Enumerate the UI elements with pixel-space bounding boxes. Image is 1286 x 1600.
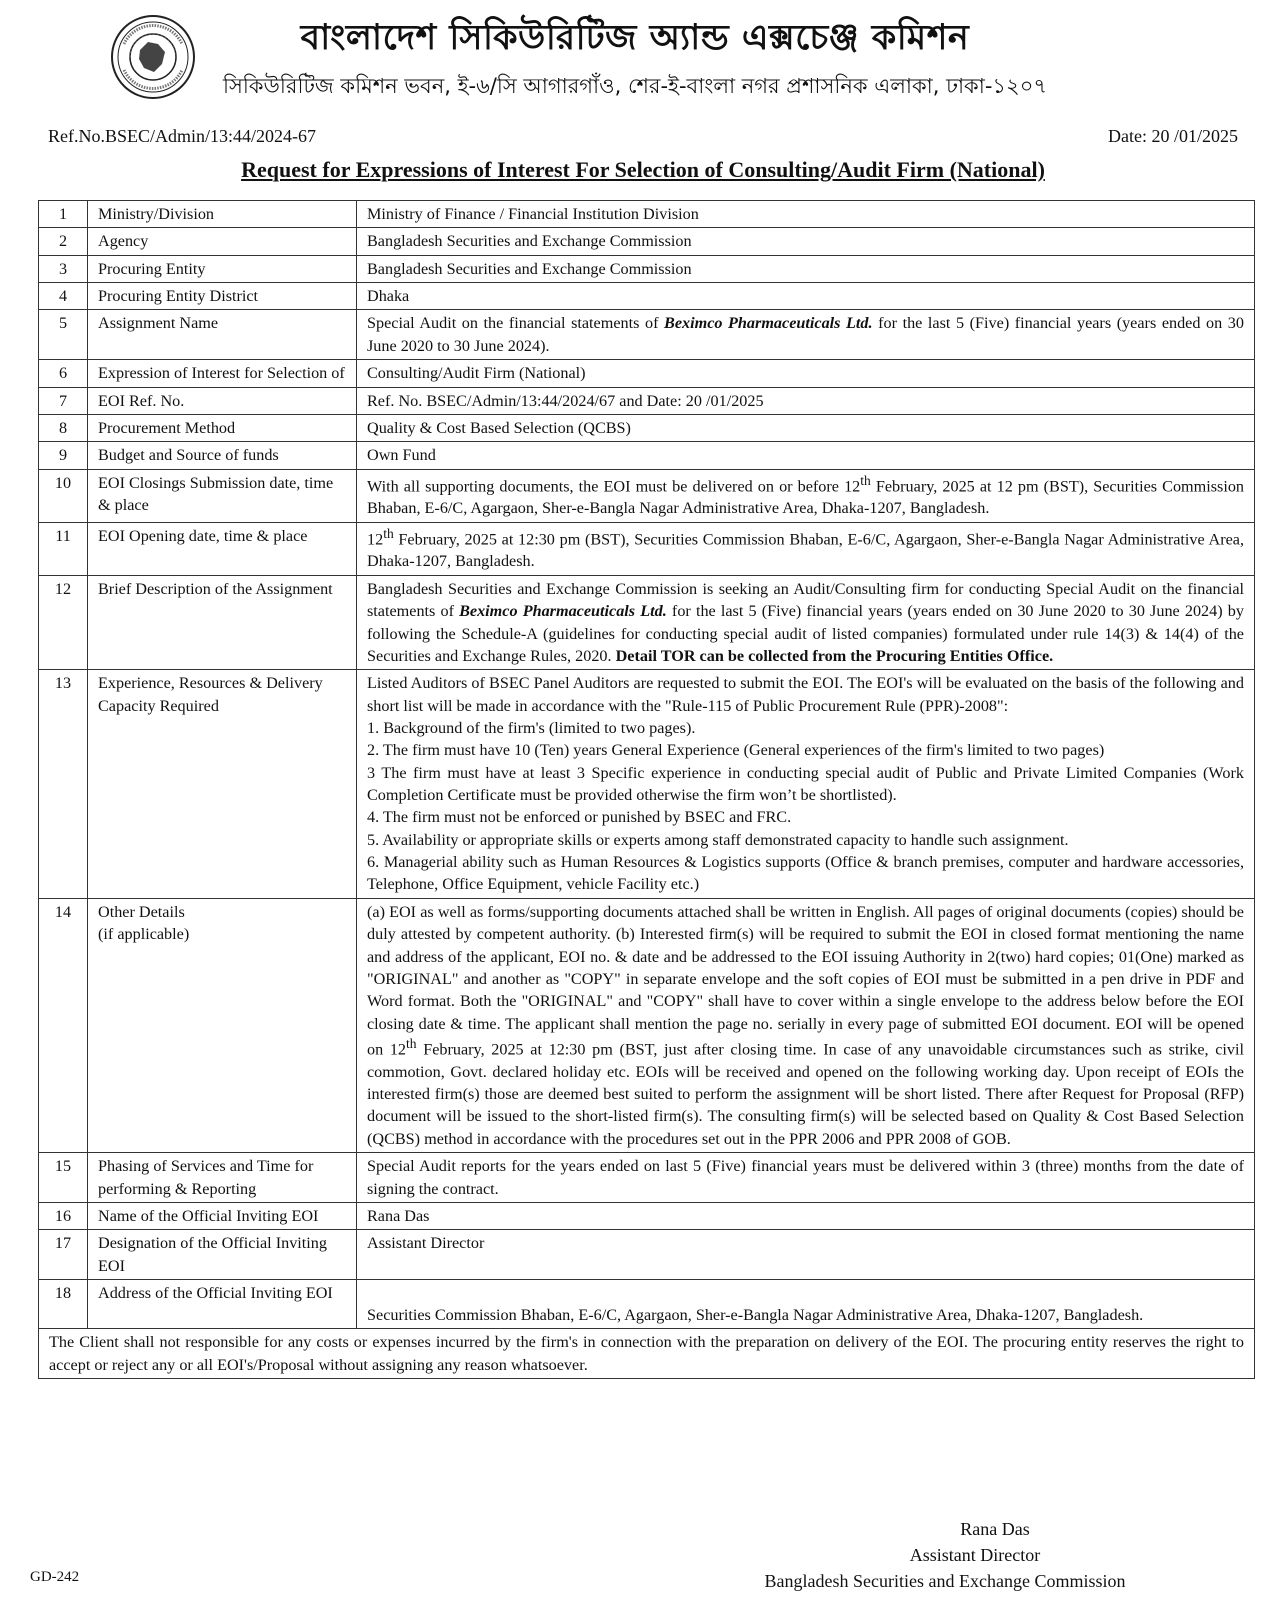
- table-row: [39, 1279, 1255, 1328]
- table-row: [39, 1230, 1255, 1280]
- row-number: 15: [39, 1153, 88, 1203]
- row-label: [88, 898, 357, 1152]
- row-label: Brief Description of the Assignment: [88, 575, 357, 669]
- row-number: 12: [39, 575, 88, 669]
- row-number: 9: [39, 442, 88, 469]
- row-value: Rana Das: [357, 1202, 1255, 1229]
- footer-code: GD-242: [30, 1569, 80, 1585]
- table-row: [39, 283, 1255, 310]
- value-text: for the last 5 (Five) financial years (years ended on 30 June 2020 to 30 June 2024).: [367, 314, 1244, 355]
- value-text: February, 2025 at 12:30 pm (BST, just after closing time. In case of any unavoidable circumstances such as strike, civil commotion, Govt. declared holiday etc. EOIs will be received and opened on the following working day. Upon receipt of EOIs the interested firm(s) those are deemed best suited to perform the assignment will be short listed. There after Request for Proposal (RFP) document will be issued to the short-listed firm(s). The consulting firm(s) will be selected based on Quality & Cost Based Selection (QCBS) method in accordance with the procedures set out in the PPR 2006 and PPR 2008 of GOB.: [367, 1040, 1245, 1148]
- table-row: [39, 360, 1255, 387]
- ordinal-suffix: th: [860, 472, 871, 488]
- disclaimer: The Client shall not responsible for any costs or expenses incurred by the firm's in connection with the preparation on delivery of the EOI. The procuring entity reserves the right to accept or reject any or all EOI's/Proposal without assigning any reason whatsoever.: [39, 1329, 1255, 1379]
- row-label: Procuring Entity District: [88, 283, 357, 310]
- eoi-table: [38, 200, 1255, 1379]
- row-label: EOI Ref. No.: [88, 387, 357, 414]
- organization-address: সিকিউরিটিজ কমিশন ভবন, ই-৬/সি আগারগাঁও, শের-ই-বাংলা নগর প্রশাসনিক এলাকা, ঢাকা-১২০৭: [222, 74, 1048, 98]
- value-text: for the last 5 (Five) financial years (years ended on 30 June 2020 to 30 June 2024) by following the Schedule-A (guidelines for conducting special audit of listed companies) formulated under rule 14(3) & 14(4) of the Securities and Exchange Rules, 2020.: [367, 602, 1244, 665]
- disclaimer-row: [39, 1329, 1255, 1379]
- row-label: EOI Opening date, time & place: [88, 522, 357, 575]
- row-value: [357, 310, 1255, 360]
- row-value: [357, 898, 1255, 1152]
- signatory-organization: Bangladesh Securities and Exchange Commission: [764, 1571, 1126, 1591]
- row-value: Own Fund: [357, 442, 1255, 469]
- label-line: Other Details: [98, 902, 185, 921]
- row-value: Assistant Director: [357, 1230, 1255, 1280]
- value-text: (a) EOI as well as forms/supporting documents attached shall be written in English. All pages of original documents (copies) should be duly attested by competent authority. (b) Interested firm(s) will be required to submit the EOI in closed format mentioning the name and address of the applicant, EOI no. & date and be addressed to the EOI issuing Authority in 2(two) hard copies; 01(One) marked as "ORIGINAL" and another as "COPY" in separate envelope and the soft copies of EOI must be submitted in a pen drive in PDF and Word format. Both the "ORIGINAL" and "COPY" shall have to cover within a single envelope to the address below before the EOI closing date & time. The applicant shall mention the page no. serially in every page of submitted EOI document. EOI will be opened on 12: [367, 902, 1244, 1059]
- letterhead: [0, 0, 1286, 115]
- row-value: Special Audit reports for the years ended on last 5 (Five) financial years must be delivered within 3 (three) months from the date of signing the contract.: [357, 1153, 1255, 1203]
- row-number: 10: [39, 469, 88, 522]
- tor-note: Detail TOR can be collected from the Procuring Entities Office.: [615, 646, 1054, 665]
- list-item: 4. The firm must not be enforced or punished by BSEC and FRC.: [367, 808, 792, 827]
- row-label: Budget and Source of funds: [88, 442, 357, 469]
- table-row: [39, 1202, 1255, 1229]
- table-row: [39, 522, 1255, 575]
- ordinal-suffix: th: [383, 525, 394, 541]
- row-number: 18: [39, 1279, 88, 1328]
- table-row: [39, 670, 1255, 899]
- value-text: February, 2025 at 12 pm (BST), Securities Commission Bhaban, E-6/C, Agargaon, Sher-e-Bangla Nagar Administrative Area, Dhaka-1207, Bangladesh.: [367, 476, 1245, 518]
- row-value: Dhaka: [357, 283, 1255, 310]
- value-text: With all supporting documents, the EOI must be delivered on or before 12: [367, 476, 861, 495]
- signatory-designation: Assistant Director: [909, 1545, 1041, 1565]
- table-row: [39, 898, 1255, 1152]
- row-label: Ministry/Division: [88, 201, 357, 228]
- signature-block: [660, 1516, 1260, 1594]
- row-label: Phasing of Services and Time for performing & Reporting: [88, 1153, 357, 1203]
- row-label: Procuring Entity: [88, 255, 357, 282]
- list-item: 1. Background of the firm's (limited to two pages).: [367, 718, 696, 737]
- company-name: Beximco Pharmaceuticals Ltd.: [459, 602, 667, 621]
- row-value: [357, 469, 1255, 522]
- row-number: 13: [39, 670, 88, 899]
- label-line: (if applicable): [98, 925, 190, 944]
- page-title: Request for Expressions of Interest For Selection of Consulting/Audit Firm (National): [241, 157, 1045, 182]
- list-item: 2. The firm must have 10 (Ten) years General Experience (General experiences of the firm's limited to two pages): [367, 741, 1105, 760]
- row-label: Assignment Name: [88, 310, 357, 360]
- row-label: EOI Closings Submission date, time & place: [88, 469, 357, 522]
- row-number: 6: [39, 360, 88, 387]
- value-text: Bangladesh Securities and Exchange Commission is seeking an Audit/Consulting firm for conducting Special Audit on the financial statements of: [367, 579, 1244, 621]
- row-value: [357, 522, 1255, 575]
- row-number: 4: [39, 283, 88, 310]
- table-row: [39, 387, 1255, 414]
- row-value: [357, 670, 1255, 899]
- table-row: [39, 469, 1255, 522]
- value-text: 12: [367, 530, 384, 549]
- table-row: [39, 255, 1255, 282]
- row-number: 5: [39, 310, 88, 360]
- row-value: Quality & Cost Based Selection (QCBS): [357, 414, 1255, 441]
- row-number: 7: [39, 387, 88, 414]
- row-value: Ministry of Finance / Financial Institution Division: [357, 201, 1255, 228]
- table-row: [39, 575, 1255, 669]
- signatory-name: Rana Das: [960, 1519, 1030, 1539]
- reference-date: Date: 20 /01/2025: [1108, 126, 1238, 146]
- row-label: Agency: [88, 228, 357, 255]
- table-row: [39, 201, 1255, 228]
- row-number: 2: [39, 228, 88, 255]
- table-row: [39, 228, 1255, 255]
- value-intro: Listed Auditors of BSEC Panel Auditors are requested to submit the EOI. The EOI's will be evaluated on the basis of the following and short list will be made in accordance with the "Rule-115 of Public Procurement Rule (PPR)-2008":: [367, 674, 1244, 715]
- row-value: [357, 575, 1255, 669]
- row-number: 16: [39, 1202, 88, 1229]
- row-number: 17: [39, 1230, 88, 1280]
- value-text: February, 2025 at 12:30 pm (BST), Securities Commission Bhaban, E-6/C, Agargaon, Sher-e-Bangla Nagar Administrative Area, Dhaka-1207, Bangladesh.: [367, 530, 1244, 571]
- row-label: Designation of the Official Inviting EOI: [88, 1230, 357, 1280]
- official-address: Securities Commission Bhaban, E-6/C, Agargaon, Sher-e-Bangla Nagar Administrative Area, Dhaka-1207, Bangladesh.: [367, 1305, 1144, 1324]
- ordinal-suffix: th: [406, 1036, 417, 1051]
- row-value: Consulting/Audit Firm (National): [357, 360, 1255, 387]
- row-value: Bangladesh Securities and Exchange Commission: [357, 255, 1255, 282]
- value-text: Special Audit on the financial statements of: [367, 314, 665, 333]
- reference-number: Ref.No.BSEC/Admin/13:44/2024-67: [48, 126, 317, 146]
- row-label: Address of the Official Inviting EOI: [88, 1279, 357, 1328]
- row-number: 8: [39, 414, 88, 441]
- table-row: [39, 310, 1255, 360]
- row-number: 1: [39, 201, 88, 228]
- company-name: Beximco Pharmaceuticals Ltd.: [664, 314, 873, 333]
- bsec-seal-icon: [110, 14, 196, 100]
- row-value: [357, 1279, 1255, 1328]
- row-value: Bangladesh Securities and Exchange Commission: [357, 228, 1255, 255]
- table-row: [39, 1153, 1255, 1203]
- table-row: [39, 442, 1255, 469]
- row-number: 3: [39, 255, 88, 282]
- row-number: 11: [39, 522, 88, 575]
- row-label: Expression of Interest for Selection of: [88, 360, 357, 387]
- table-row: [39, 414, 1255, 441]
- row-label: Procurement Method: [88, 414, 357, 441]
- row-label: Experience, Resources & Delivery Capacity Required: [88, 670, 357, 899]
- list-item: 3 The firm must have at least 3 Specific experience in conducting special audit of Public and Private Limited Companies (Work Completion Certificate must be provided otherwise the firm won’t be shortlisted).: [367, 763, 1244, 805]
- row-value: Ref. No. BSEC/Admin/13:44/2024/67 and Date: 20 /01/2025: [357, 387, 1255, 414]
- organization-name: বাংলাদেশ সিকিউরিটিজ অ্যান্ড এক্সচেঞ্জ কমিশন: [300, 18, 970, 58]
- list-item: 6. Managerial ability such as Human Resources & Logistics supports (Office & branch premises, computer and hardware accessories, Telephone, Office Equipment, vehicle Facility etc.): [367, 853, 1244, 894]
- row-number: 14: [39, 898, 88, 1152]
- list-item: 5. Availability or appropriate skills or experts among staff demonstrated capacity to handle such assignment.: [367, 830, 1069, 849]
- row-label: Name of the Official Inviting EOI: [88, 1202, 357, 1229]
